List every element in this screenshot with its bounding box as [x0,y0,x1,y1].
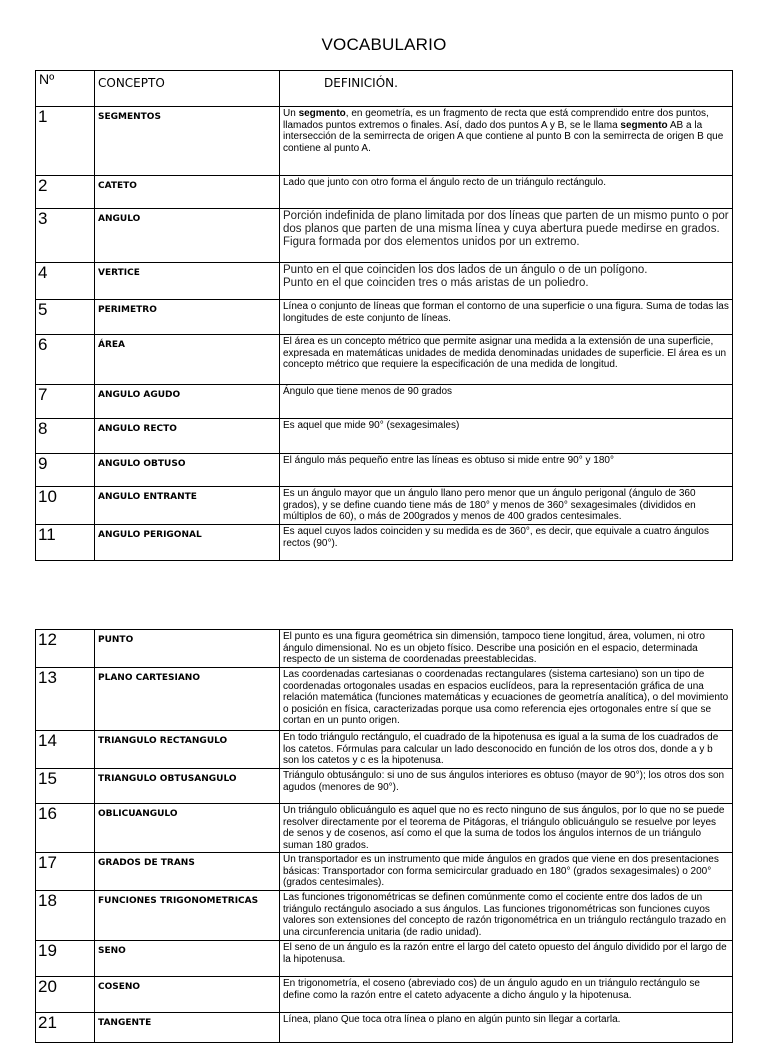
table-row [36,209,733,263]
row-number: 20 [36,977,95,1013]
table-row [36,891,733,941]
row-concept: FUNCIONES TRIGONOMETRICAS [95,891,280,941]
table-row [36,525,733,561]
row-concept: COSENO [95,977,280,1013]
row-number: 9 [36,454,95,487]
row-concept: ÁREA [95,335,280,385]
row-number: 14 [36,731,95,769]
row-concept: ANGULO AGUDO [95,385,280,419]
row-number: 17 [36,853,95,891]
table-row [36,263,733,300]
row-number: 7 [36,385,95,419]
row-definition: El ángulo más pequeño entre las líneas es obtuso si mide entre 90° y 180° [280,454,733,487]
row-number: 21 [36,1013,95,1043]
row-number: 15 [36,769,95,804]
row-concept: OBLICUANGULO [95,804,280,853]
table-row [36,385,733,419]
table-row [36,668,733,731]
row-concept: ANGULO ENTRANTE [95,487,280,525]
row-definition: Línea, plano Que toca otra línea o plano en algún punto sin llegar a cortarla. [280,1013,733,1043]
table-row [36,107,733,176]
row-concept: TRIANGULO OBTUSANGULO [95,769,280,804]
row-concept: VERTICE [95,263,280,300]
header-definition: DEFINICIÓN. [280,71,733,107]
row-number: 19 [36,941,95,977]
table-row [36,487,733,525]
table-row [36,300,733,335]
header-concept: CONCEPTO [95,71,280,107]
row-definition: El seno de un ángulo es la razón entre el largo del cateto opuesto del ángulo dividido por el largo de la hipotenusa. [280,941,733,977]
row-definition: Las coordenadas cartesianas o coordenadas rectangulares (sistema cartesiano) son un tipo de coordenadas ortogonales usadas en espacios euclídeos, para la representación gráfica de una relación matemática (funciones matemáticas y ecuaciones de geometría analítica), o del movimiento o posición en física, caracterizadas porque usa como referencia ejes ortogonales entre sí que se cortan en un punto origen. [280,668,733,731]
vocabulary-table-1 [35,70,733,561]
row-number: 1 [36,107,95,176]
vocabulary-table-2 [35,629,733,1043]
row-number: 16 [36,804,95,853]
row-definition: Un triángulo oblicuángulo es aquel que no es recto ninguno de sus ángulos, por lo que no se puede resolver directamente por el teorema de Pitágoras, el triángulo oblicuángulo se resuelve por leyes de senos y de cosenos, así como el que la suma de todos los ángulos internos de un triángulo suman 180 grados. [280,804,733,853]
row-concept: ANGULO [95,209,280,263]
row-definition: Línea o conjunto de líneas que forman el contorno de una superficie o una figura. Suma de todas las longitudes de este conjunto de líneas. [280,300,733,335]
row-definition: Ángulo que tiene menos de 90 grados [280,385,733,419]
table-row [36,630,733,668]
header-number: Nº [36,71,95,107]
row-number: 13 [36,668,95,731]
row-concept: PUNTO [95,630,280,668]
row-definition: Es un ángulo mayor que un ángulo llano pero menor que un ángulo perigonal (ángulo de 360 grados), y se define cuando tiene más de 180° y menos de 360° sexagesimales (divididos en múltiplos de 60), o más de 200grados y menos de 400 grados centesimales. [280,487,733,525]
row-number: 6 [36,335,95,385]
table-row [36,335,733,385]
table-row [36,977,733,1013]
row-number: 8 [36,419,95,454]
row-concept: PLANO CARTESIANO [95,668,280,731]
row-number: 10 [36,487,95,525]
row-number: 4 [36,263,95,300]
row-definition: Triángulo obtusángulo: si uno de sus ángulos interiores es obtuso (mayor de 90°); los otros dos son agudos (menores de 90°). [280,769,733,804]
row-concept: ANGULO PERIGONAL [95,525,280,561]
row-definition: El punto es una figura geométrica sin dimensión, tampoco tiene longitud, área, volumen, ni otro ángulo dimensional. No es un objeto físico. Describe una posición en el espacio, determinada respecto de un sistema de coordenadas preestablecidas. [280,630,733,668]
row-number: 3 [36,209,95,263]
table-row [36,176,733,209]
row-concept: CATETO [95,176,280,209]
row-definition: Un segmento, en geometría, es un fragmento de recta que está comprendido entre dos puntos, llamados puntos extremos o finales. Así, dado dos puntos A y B, se le llama segmento AB a la intersección de la semirrecta de origen A que contiene al punto B con la semirrecta de origen B que contiene al punto A. [280,107,733,176]
page-title: VOCABULARIO [321,35,447,54]
row-number: 2 [36,176,95,209]
row-definition: Es aquel que mide 90° (sexagesimales) [280,419,733,454]
table-row [36,853,733,891]
row-definition: Lado que junto con otro forma el ángulo recto de un triángulo rectángulo. [280,176,733,209]
row-definition: El área es un concepto métrico que permite asignar una medida a la extensión de una superficie, expresada en matemáticas unidades de medida denominadas unidades de superficie. El área es un concepto métrico que requiere la especificación de una medida de longitud. [280,335,733,385]
row-number: 12 [36,630,95,668]
row-concept: PERIMETRO [95,300,280,335]
row-concept: TANGENTE [95,1013,280,1043]
table-row [36,769,733,804]
table-row [36,1013,733,1043]
row-concept: SEGMENTOS [95,107,280,176]
row-definition: Punto en el que coinciden los dos lados de un ángulo o de un polígono. Punto en el que coinciden tres o más aristas de un poliedro. [280,263,733,300]
row-concept: TRIANGULO RECTANGULO [95,731,280,769]
table-header-row [36,71,733,107]
row-concept: ANGULO OBTUSO [95,454,280,487]
row-concept: ANGULO RECTO [95,419,280,454]
table-row [36,804,733,853]
row-concept: GRADOS DE TRANS [95,853,280,891]
row-definition: Un transportador es un instrumento que mide ángulos en grados que viene en dos presentaciones básicas: Transportador con forma semicircular graduado en 180° (grados sexagesimales) o 200° (grados centesimales). [280,853,733,891]
row-number: 11 [36,525,95,561]
row-definition: Es aquel cuyos lados coinciden y su medida es de 360°, es decir, que equivale a cuatro ángulos rectos (90°). [280,525,733,561]
row-number: 5 [36,300,95,335]
table-row [36,941,733,977]
table-row [36,454,733,487]
row-definition: Porción indefinida de plano limitada por dos líneas que parten de un mismo punto o por dos planos que parten de una misma línea y cuya abertura puede medirse en grados. Figura formada por dos elementos unidos por un extremo. [280,209,733,263]
row-definition: En todo triángulo rectángulo, el cuadrado de la hipotenusa es igual a la suma de los cuadrados de los catetos. Fórmulas para calcular un lado desconocido en función de los otros dos, donde a y b son los catetos y c es la hipotenusa. [280,731,733,769]
table-row [36,731,733,769]
table-row [36,419,733,454]
row-definition: Las funciones trigonométricas se definen comúnmente como el cociente entre dos lados de un triángulo rectángulo asociado a sus ángulos. Las funciones trigonométricas son funciones cuyos valores son extensiones del concepto de razón trigonométrica en un triángulo rectángulo trazado en una circunferencia unitaria (de radio unidad). [280,891,733,941]
row-number: 18 [36,891,95,941]
row-definition: En trigonometría, el coseno (abreviado cos) de un ángulo agudo en un triángulo rectángulo se define como la razón entre el cateto adyacente a dicho ángulo y la hipotenusa. [280,977,733,1013]
row-concept: SENO [95,941,280,977]
